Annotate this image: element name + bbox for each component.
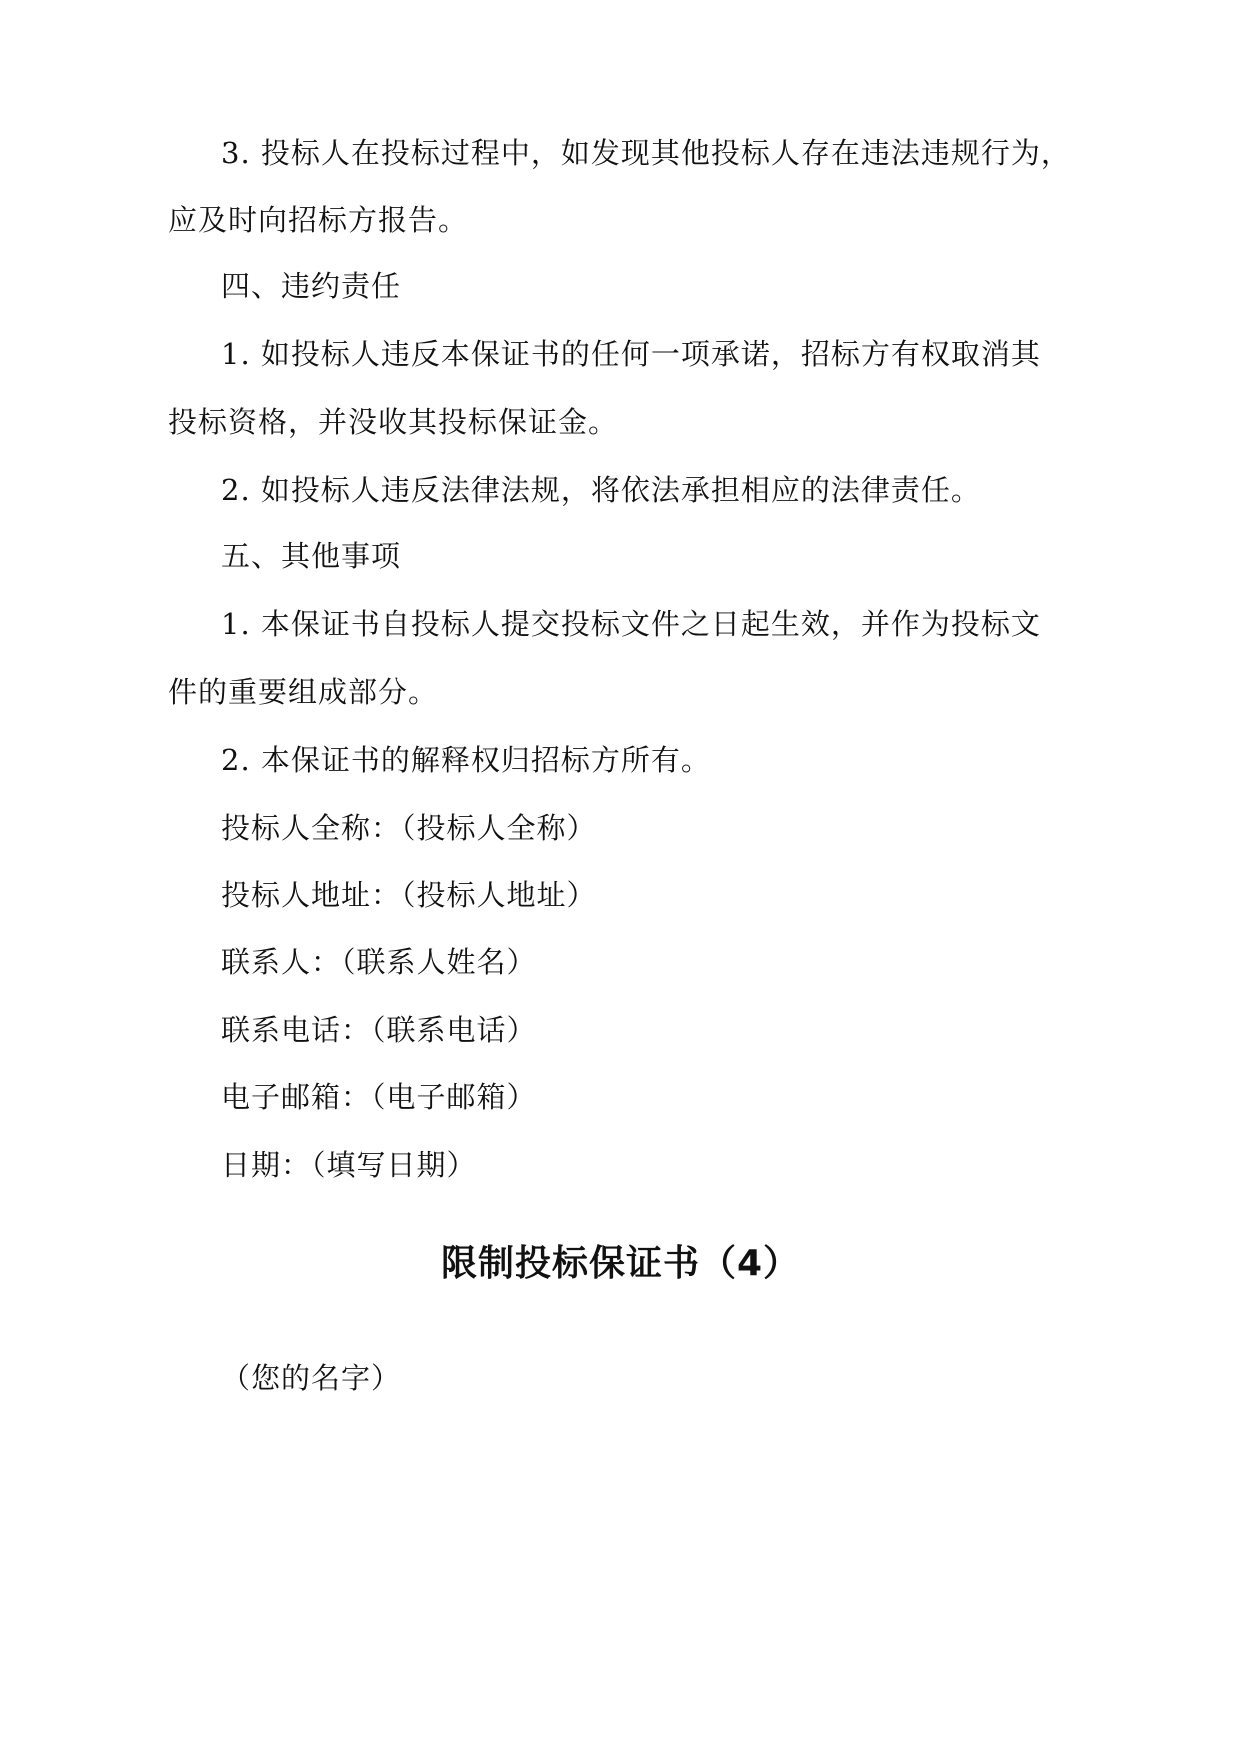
contact-person-field: 联系人：（联系人姓名） <box>221 945 537 979</box>
email-field: 电子邮箱：（电子邮箱） <box>221 1080 537 1114</box>
bidder-name-field: 投标人全称：（投标人全称） <box>221 811 597 845</box>
bidder-address-field: 投标人地址：（投标人地址） <box>221 878 597 912</box>
section-title: 限制投标保证书（4） <box>440 1243 801 1284</box>
contact-phone-field: 联系电话：（联系电话） <box>221 1013 537 1047</box>
section-5-item-2: 2. 本保证书的解释权归招标方所有。 <box>221 743 711 777</box>
section-5-item-1-line-1: 1. 本保证书自投标人提交投标文件之日起生效，并作为投标文 <box>221 607 1041 641</box>
section-4-item-1-line-2: 投标资格，并没收其投标保证金。 <box>168 405 619 439</box>
paragraph-3-line-1: 3. 投标人在投标过程中，如发现其他投标人存在违法违规行为， <box>221 136 1071 170</box>
name-placeholder: （您的名字） <box>221 1361 402 1395</box>
section-4-heading: 四、违约责任 <box>221 269 402 303</box>
section-5-item-1-line-2: 件的重要组成部分。 <box>168 675 439 709</box>
paragraph-3-line-2: 应及时向招标方报告。 <box>168 203 469 237</box>
section-4-item-1-line-1: 1. 如投标人违反本保证书的任何一项承诺，招标方有权取消其 <box>221 337 1041 371</box>
section-4-item-2: 2. 如投标人违反法律法规，将依法承担相应的法律责任。 <box>221 473 981 507</box>
section-5-heading: 五、其他事项 <box>221 539 402 573</box>
date-field: 日期：（填写日期） <box>221 1148 477 1182</box>
